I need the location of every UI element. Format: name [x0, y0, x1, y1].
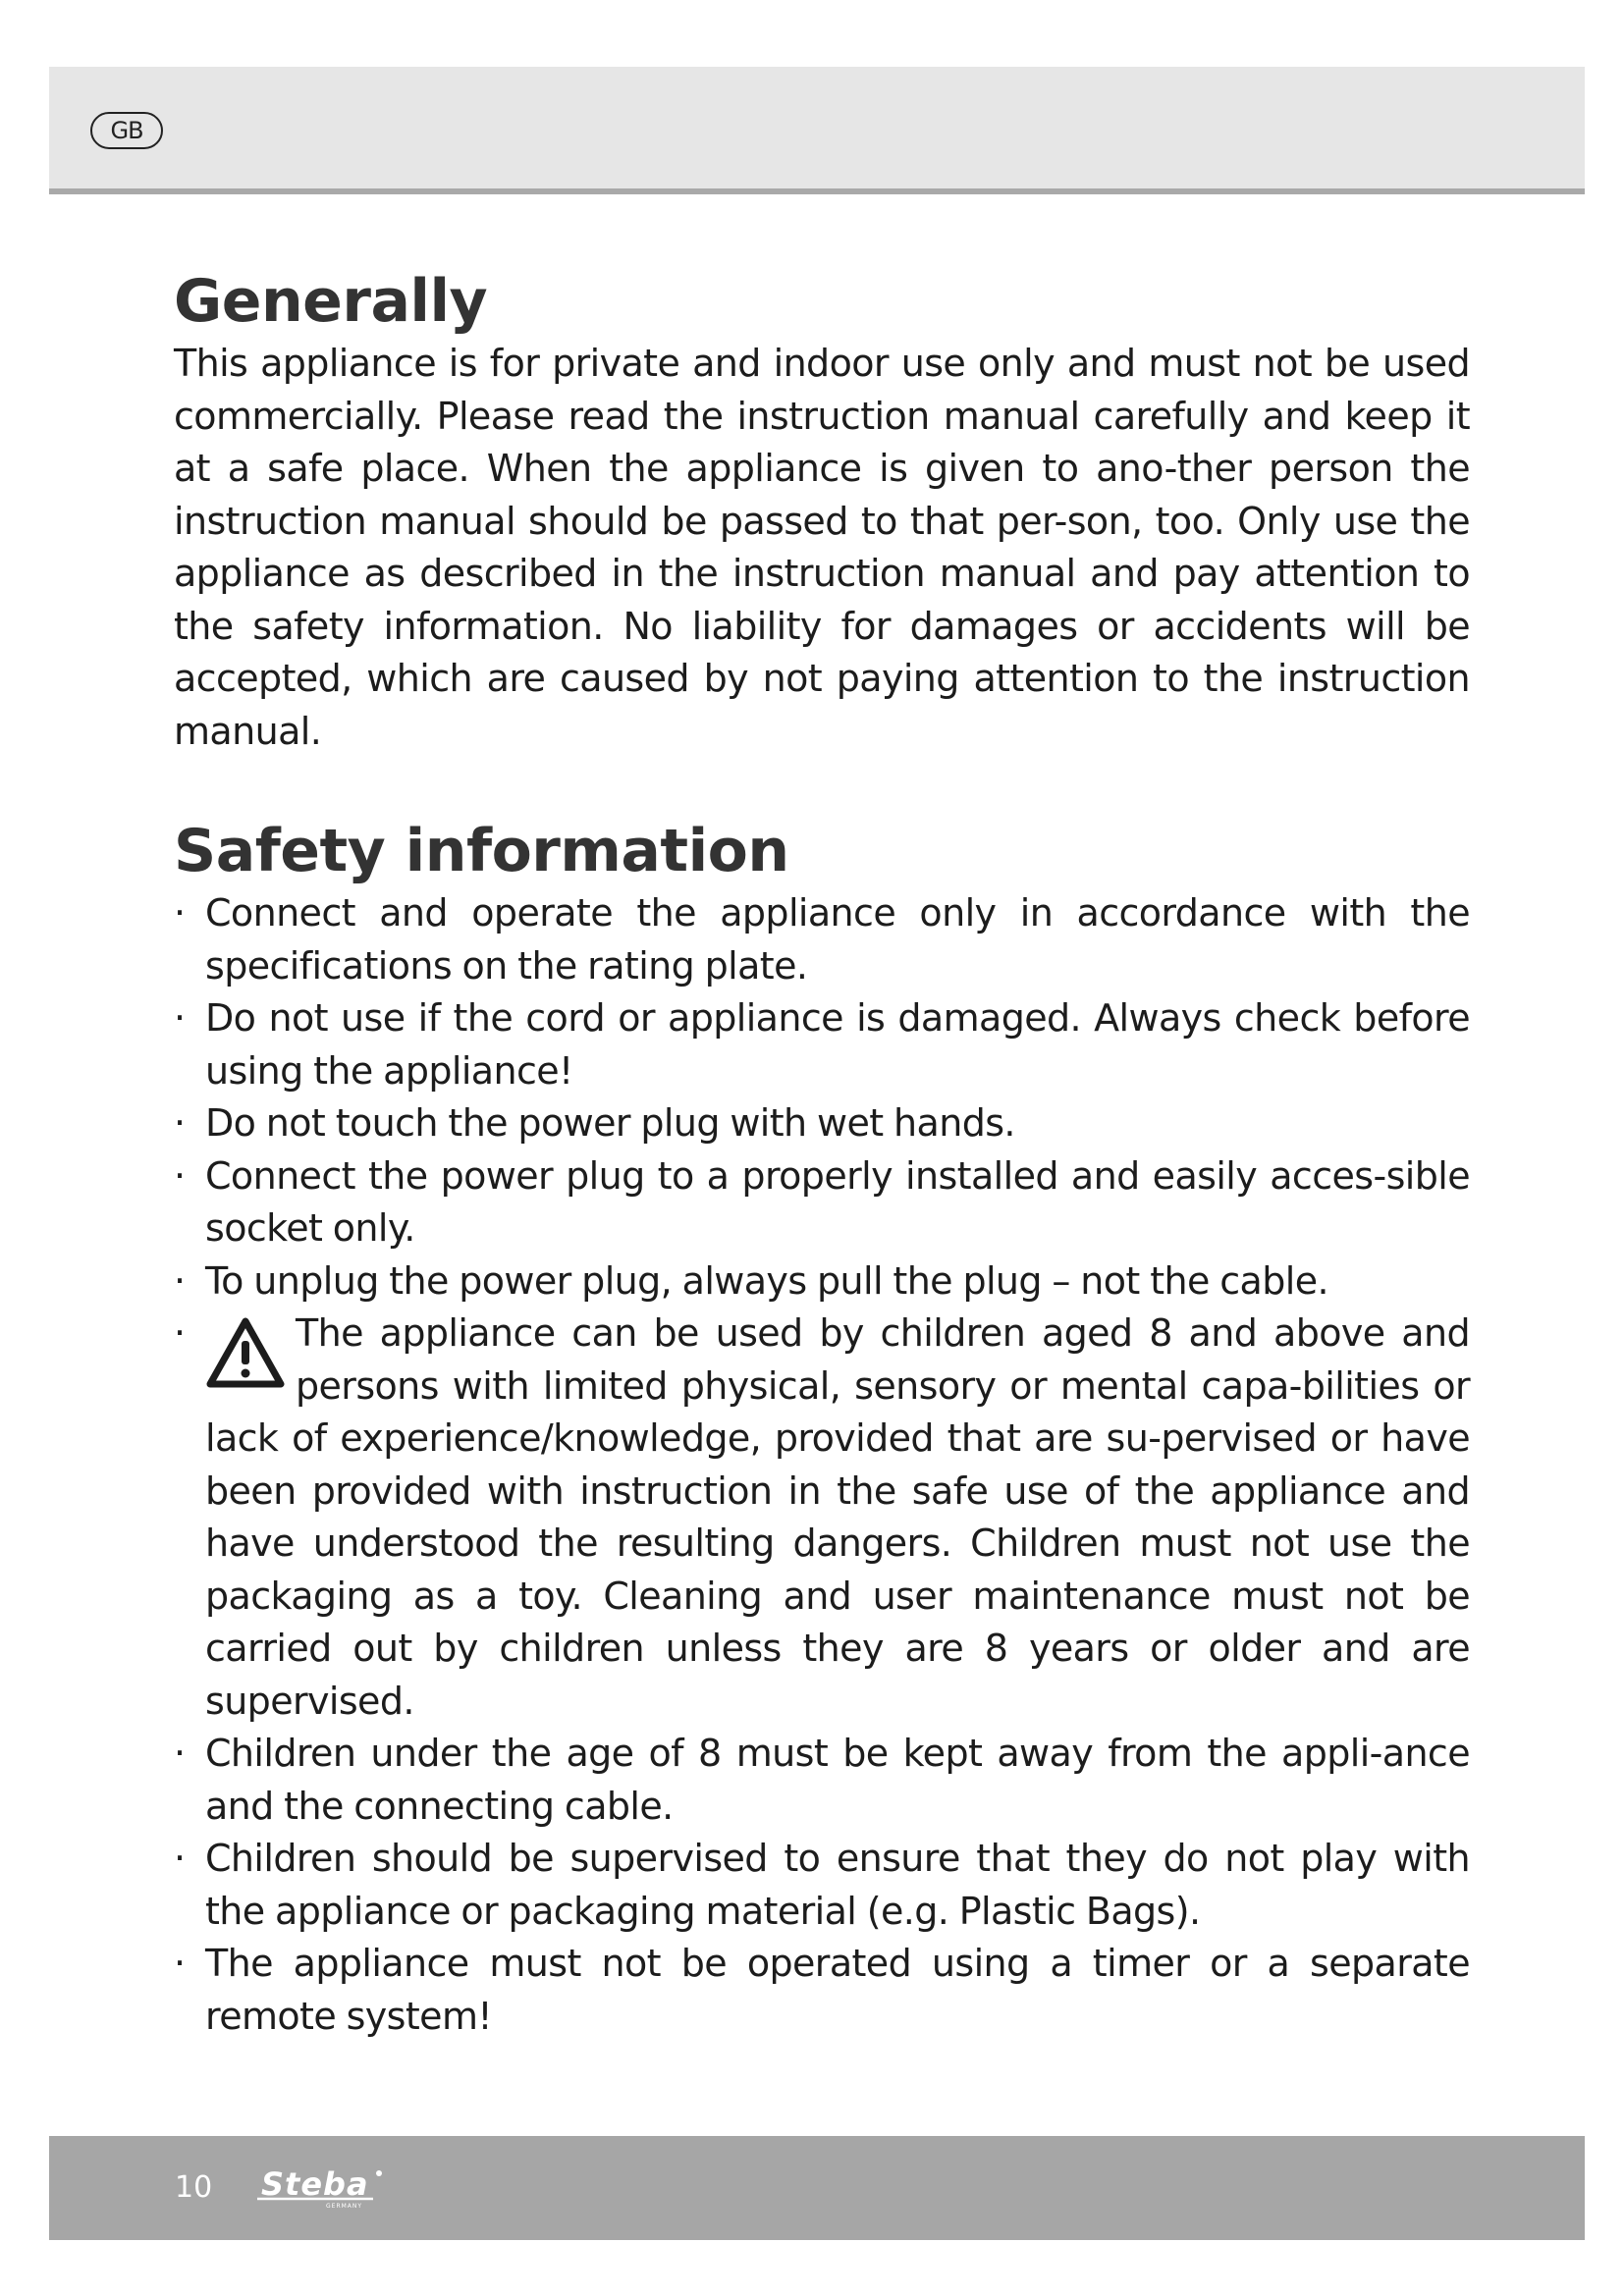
list-item-text: Connect and operate the appliance only in accordance with the specifications on the rating plate. [205, 891, 1470, 988]
section-title-generally: Generally [174, 267, 488, 336]
generally-paragraph: This appliance is for private and indoor use only and must not be used commercially. Please read the instruction manual carefully and keep it at a safe place. When the appliance is given to ano-ther person the instruction manual should be passed to that per-son, too. Only use the appliance as described in the instruction manual and pay attention to the safety information. No liability for damages or accidents will be accepted, which are caused by not paying attention to the instruction manual. [174, 342, 1470, 753]
list-item-text: The appliance must not be operated using a timer or a separate remote system! [205, 1942, 1470, 2038]
warning-triangle-icon [205, 1315, 286, 1390]
list-item-text: Connect the power plug to a properly installed and easily acces-sible socket only. [205, 1153, 1470, 1250]
list-item-text: Do not use if the cord or appliance is damaged. Always check before using the appliance! [205, 996, 1470, 1093]
bullet-icon: · [174, 891, 186, 934]
svg-text:GERMANY: GERMANY [326, 2203, 363, 2210]
page-header [49, 67, 1585, 194]
list-item-text: Children should be supervised to ensure that they do not play with the appliance or packaging material (e.g. Plastic Bags). [205, 1837, 1470, 1933]
safety-list [174, 887, 1470, 2043]
list-item [174, 1938, 1470, 2043]
list-item [174, 1150, 1470, 1255]
bullet-icon: · [174, 1837, 186, 1880]
bullet-icon: · [174, 1258, 186, 1303]
list-item-text: To unplug the power plug, always pull the plug – not the cable. [205, 1258, 1328, 1303]
language-badge: GB [90, 112, 163, 149]
list-item [174, 992, 1470, 1097]
list-item [174, 1308, 1470, 1728]
page-number: 10 [175, 2170, 213, 2205]
bullet-icon: · [174, 1153, 186, 1198]
bullet-icon: · [174, 1311, 186, 1355]
list-item-text: Children under the age of 8 must be kept away from the appli-ance and the connecting cable. [205, 1732, 1470, 1828]
list-item [174, 1097, 1470, 1150]
page-footer [49, 2136, 1585, 2240]
list-item [174, 1833, 1470, 1938]
svg-text:Steba: Steba [261, 2165, 369, 2203]
steba-logo-icon [257, 2163, 414, 2211]
bullet-icon: · [174, 996, 186, 1040]
list-item-text: Do not touch the power plug with wet hands. [205, 1101, 1015, 1145]
page-content [174, 265, 1470, 2043]
list-item [174, 1728, 1470, 1833]
bullet-icon: · [174, 1101, 186, 1145]
bullet-icon: · [174, 1942, 186, 1985]
list-item [174, 1255, 1470, 1308]
bullet-icon: · [174, 1732, 186, 1775]
list-item [174, 887, 1470, 992]
section-title-safety: Safety information [174, 817, 789, 885]
list-item-text: The appliance can be used by children aged 8 and above and persons with limited physical, sensory or mental capa-bilities or lack of experience/knowledge, provided that are su-pervised or have been provided with instruction in the safe use of the appliance and have understood the resulting dangers. Children must not use the packaging as a toy. Cleaning and user maintenance must not be carried out by children unless they are 8 years or older and are supervised. [205, 1311, 1470, 1723]
